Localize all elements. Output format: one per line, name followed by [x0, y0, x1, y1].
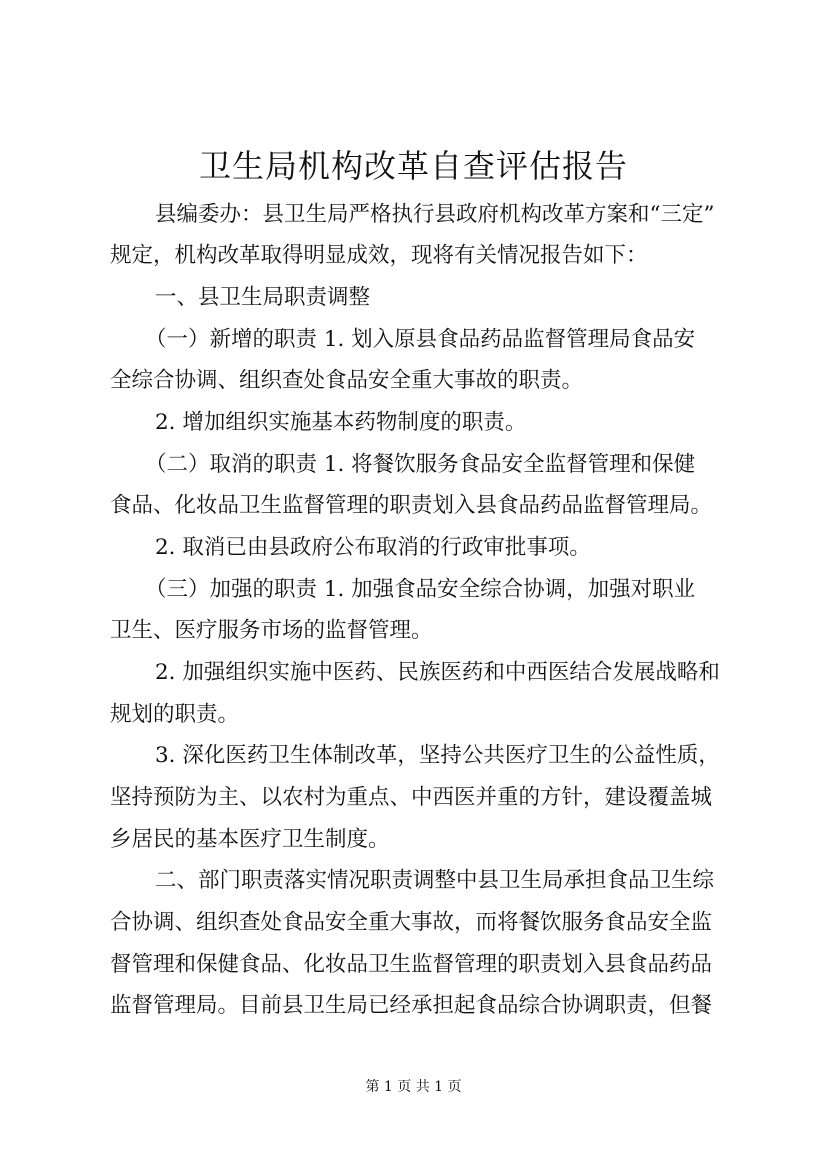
paragraph-line: （二）取消的职责 1. 将餐饮服务食品安全监督管理和保健: [145, 452, 696, 477]
paragraph-line: 2. 取消已由县政府公布取消的行政审批事项。: [155, 535, 591, 560]
paragraph-line: 规定，机构改革取得明显成效，现将有关情况报告如下：: [110, 243, 648, 268]
section-heading: 二、部门职责落实情况职责调整中县卫生局承担食品卫生综: [155, 868, 715, 893]
paragraph-line: 乡居民的基本医疗卫生制度。: [110, 827, 390, 852]
paragraph-line: （三）加强的职责 1. 加强食品安全综合协调，加强对职业: [145, 577, 696, 602]
paragraph-line: 全综合协调、组织查处食品安全重大事故的职责。: [110, 368, 584, 393]
paragraph-line: 坚持预防为主、以农村为重点、中西医并重的方针，建设覆盖城: [110, 785, 713, 810]
paragraph-line: 合协调、组织查处食品安全重大事故，而将餐饮服务食品安全监: [110, 910, 713, 935]
paragraph-line: 规划的职责。: [110, 702, 240, 727]
paragraph-line: 督管理和保健食品、化妆品卫生监督管理的职责划入县食品药品: [110, 952, 713, 977]
paragraph-line: （一）新增的职责 1. 划入原县食品药品监督管理局食品安: [145, 327, 696, 352]
paragraph-line: 2. 增加组织实施基本药物制度的职责。: [155, 410, 527, 435]
document-title: 卫生局机构改革自查评估报告: [198, 147, 628, 185]
page-number: 第 1 页 共 1 页: [365, 1079, 462, 1095]
paragraph-line: 2. 加强组织实施中医药、民族医药和中西医结合发展战略和: [155, 660, 720, 685]
paragraph-line: 监督管理局。目前县卫生局已经承担起食品综合协调职责，但餐: [110, 993, 713, 1018]
paragraph-line: 3. 深化医药卫生体制改革，坚持公共医疗卫生的公益性质，: [155, 743, 720, 768]
section-heading: 一、县卫生局职责调整: [155, 285, 371, 310]
paragraph-line: 卫生、医疗服务市场的监督管理。: [110, 618, 433, 643]
paragraph-line: 食品、化妆品卫生监督管理的职责划入县食品药品监督管理局。: [110, 493, 713, 518]
paragraph-line: 县编委办：县卫生局严格执行县政府机构改革方案和“三定”: [155, 202, 715, 227]
